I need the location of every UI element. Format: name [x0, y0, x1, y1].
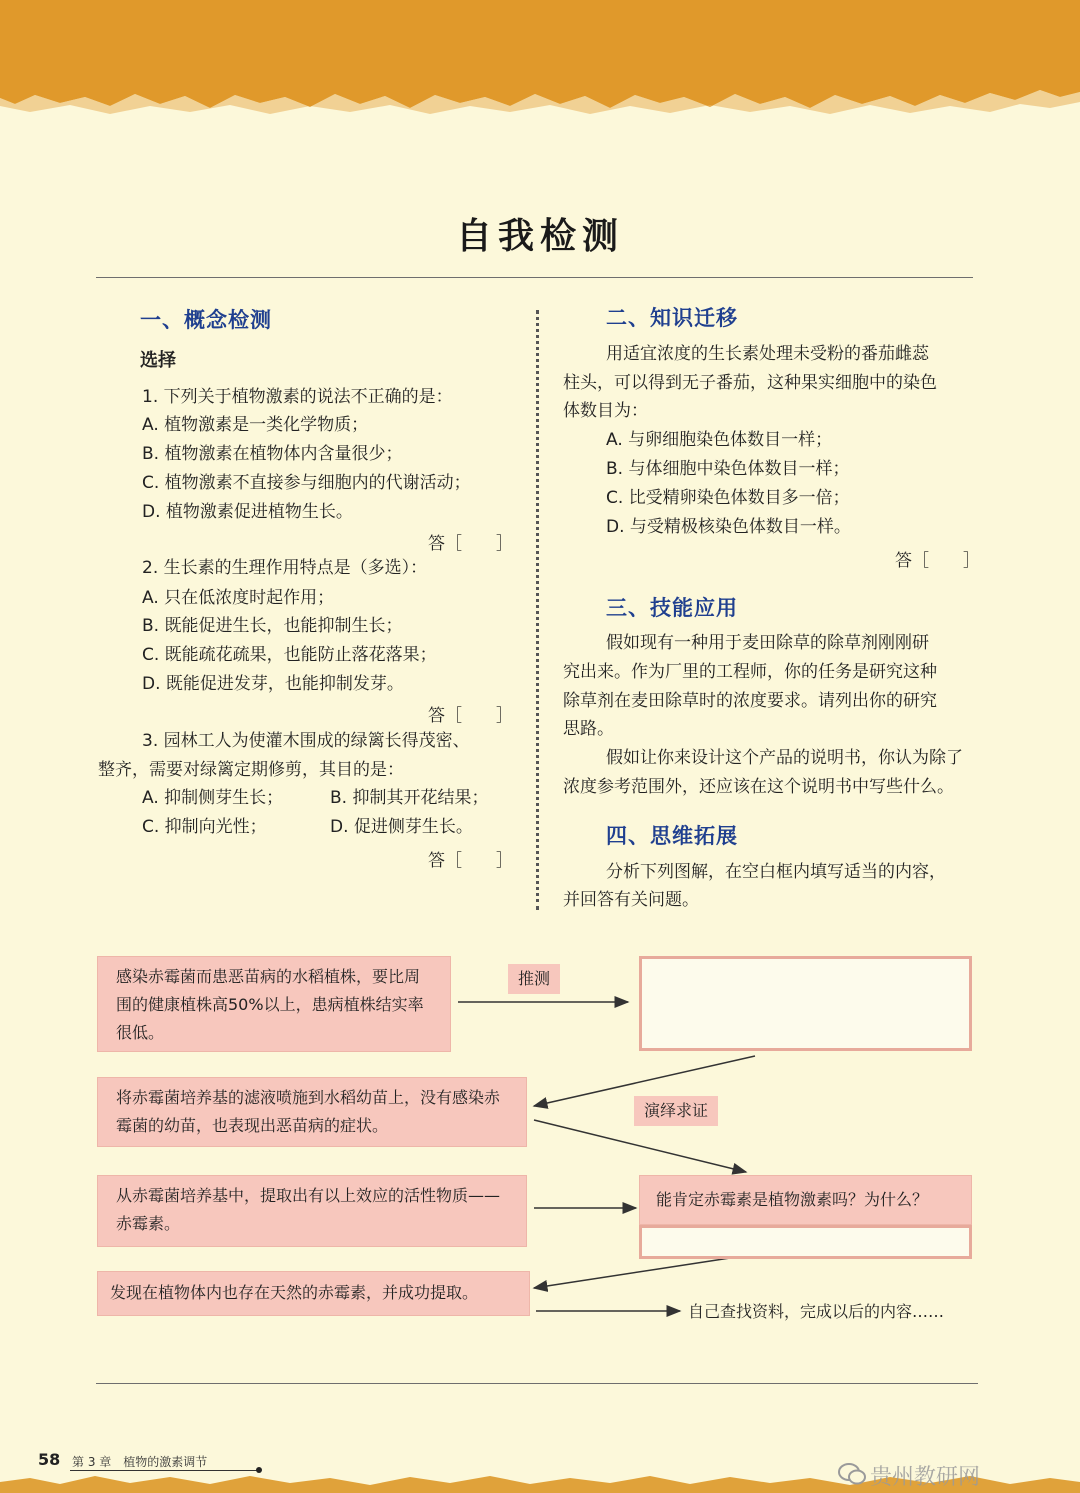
wechat-icon: [838, 1462, 866, 1486]
section3-para-line6: 浓度参考范围外，还应该在这个说明书中写些什么。: [563, 777, 954, 797]
section3-para-line2: 究出来。作为厂里的工程师，你的任务是研究这种: [563, 662, 937, 682]
section2-answer-blank: 答［ ］: [895, 551, 980, 571]
section1-subheading: 选择: [140, 350, 176, 371]
title-divider: [96, 277, 973, 278]
section3-para-line4: 思路。: [563, 719, 614, 739]
q2-option-c: C. 既能疏花疏果，也能防止落花落果；: [142, 645, 437, 665]
flow-end-text: 自己查找资料，完成以后的内容……: [688, 1302, 945, 1321]
q3-stem-line2: 整齐，需要对绿篱定期修剪，其目的是：: [98, 760, 404, 780]
q1-option-b: B. 植物激素在植物体内含量很少；: [142, 444, 403, 464]
section2-para-line3: 体数目为：: [563, 401, 648, 421]
section2-heading: 二、知识迁移: [606, 306, 738, 330]
page-title: 自我检测: [455, 215, 624, 257]
section2-option-b: B. 与体细胞中染色体数目一样；: [606, 459, 850, 479]
section2-option-d: D. 与受精极核染色体数目一样。: [606, 517, 851, 537]
flow-box-extraction: 从赤霉菌培养基中，提取出有以上效应的活性物质——赤霉素。: [97, 1175, 527, 1247]
q1-option-c: C. 植物激素不直接参与细胞内的代谢活动；: [142, 473, 471, 493]
q2-option-d: D. 既能促进发芽，也能抑制发芽。: [142, 674, 404, 694]
flow-label-deduce: 演绎求证: [634, 1096, 718, 1126]
q1-answer-blank: 答［ ］: [428, 534, 513, 554]
section3-heading: 三、技能应用: [606, 596, 738, 620]
bottom-divider: [96, 1383, 978, 1384]
q3-option-a: A. 抑制侧芽生长；: [142, 788, 284, 808]
q2-stem: 2. 生长素的生理作用特点是（多选）：: [142, 558, 428, 578]
section4-heading: 四、思维拓展: [606, 824, 738, 848]
top-orange-band: [0, 0, 1080, 150]
section1-heading: 一、概念检测: [140, 308, 272, 332]
section4-para-line1: 分析下列图解，在空白框内填写适当的内容，: [606, 862, 946, 882]
page-number: 58: [38, 1450, 61, 1469]
flow-blank-answer[interactable]: [639, 1225, 972, 1259]
flow-box-discovery: 发现在植物体内也存在天然的赤霉素，并成功提取。: [97, 1271, 530, 1316]
section2-para-line1: 用适宜浓度的生长素处理未受粉的番茄雌蕊: [606, 344, 929, 364]
section3-para-line5: 假如让你来设计这个产品的说明书，你认为除了: [606, 748, 963, 768]
flow-question: 能肯定赤霉素是植物激素吗？为什么？: [639, 1175, 972, 1225]
q3-option-d: D. 促进侧芽生长。: [330, 817, 473, 837]
section3-para-line1: 假如现有一种用于麦田除草的除草剂刚刚研: [606, 633, 929, 653]
section2-para-line2: 柱头，可以得到无子番茄，这种果实细胞中的染色: [563, 373, 937, 393]
q3-answer-blank: 答［ ］: [428, 851, 513, 871]
q2-answer-blank: 答［ ］: [428, 706, 513, 726]
flow-box-experiment: 将赤霉菌培养基的滤液喷施到水稻幼苗上，没有感染赤霉菌的幼苗，也表现出恶苗病的症状。: [97, 1077, 527, 1147]
chapter-label: 第 3 章 植物的激素调节: [72, 1455, 208, 1469]
q1-option-a: A. 植物激素是一类化学物质；: [142, 415, 369, 435]
q2-option-a: A. 只在低浓度时起作用；: [142, 588, 335, 608]
column-divider: [536, 310, 539, 910]
section3-para-line3: 除草剂在麦田除草时的浓度要求。请列出你的研究: [563, 691, 937, 711]
watermark-text: 贵州教研网: [870, 1465, 981, 1490]
flow-blank-hypothesis[interactable]: [639, 956, 972, 1051]
flow-box-observation: 感染赤霉菌而患恶苗病的水稻植株，要比周围的健康植株高50%以上，患病植株结实率很低。: [97, 956, 451, 1052]
q2-option-b: B. 既能促进生长，也能抑制生长；: [142, 616, 403, 636]
q3-option-b: B. 抑制其开花结果；: [330, 788, 489, 808]
flow-label-infer: 推测: [508, 964, 560, 994]
section2-option-c: C. 比受精卵染色体数目多一倍；: [606, 488, 850, 508]
q1-option-d: D. 植物激素促进植物生长。: [142, 502, 353, 522]
q1-stem: 1. 下列关于植物激素的说法不正确的是：: [142, 387, 453, 407]
q3-stem-line1: 3. 园林工人为使灌木围成的绿篱长得茂密、: [142, 731, 470, 751]
section2-option-a: A. 与卵细胞染色体数目一样；: [606, 430, 833, 450]
q3-option-c: C. 抑制向光性；: [142, 817, 267, 837]
section4-para-line2: 并回答有关问题。: [563, 890, 699, 910]
